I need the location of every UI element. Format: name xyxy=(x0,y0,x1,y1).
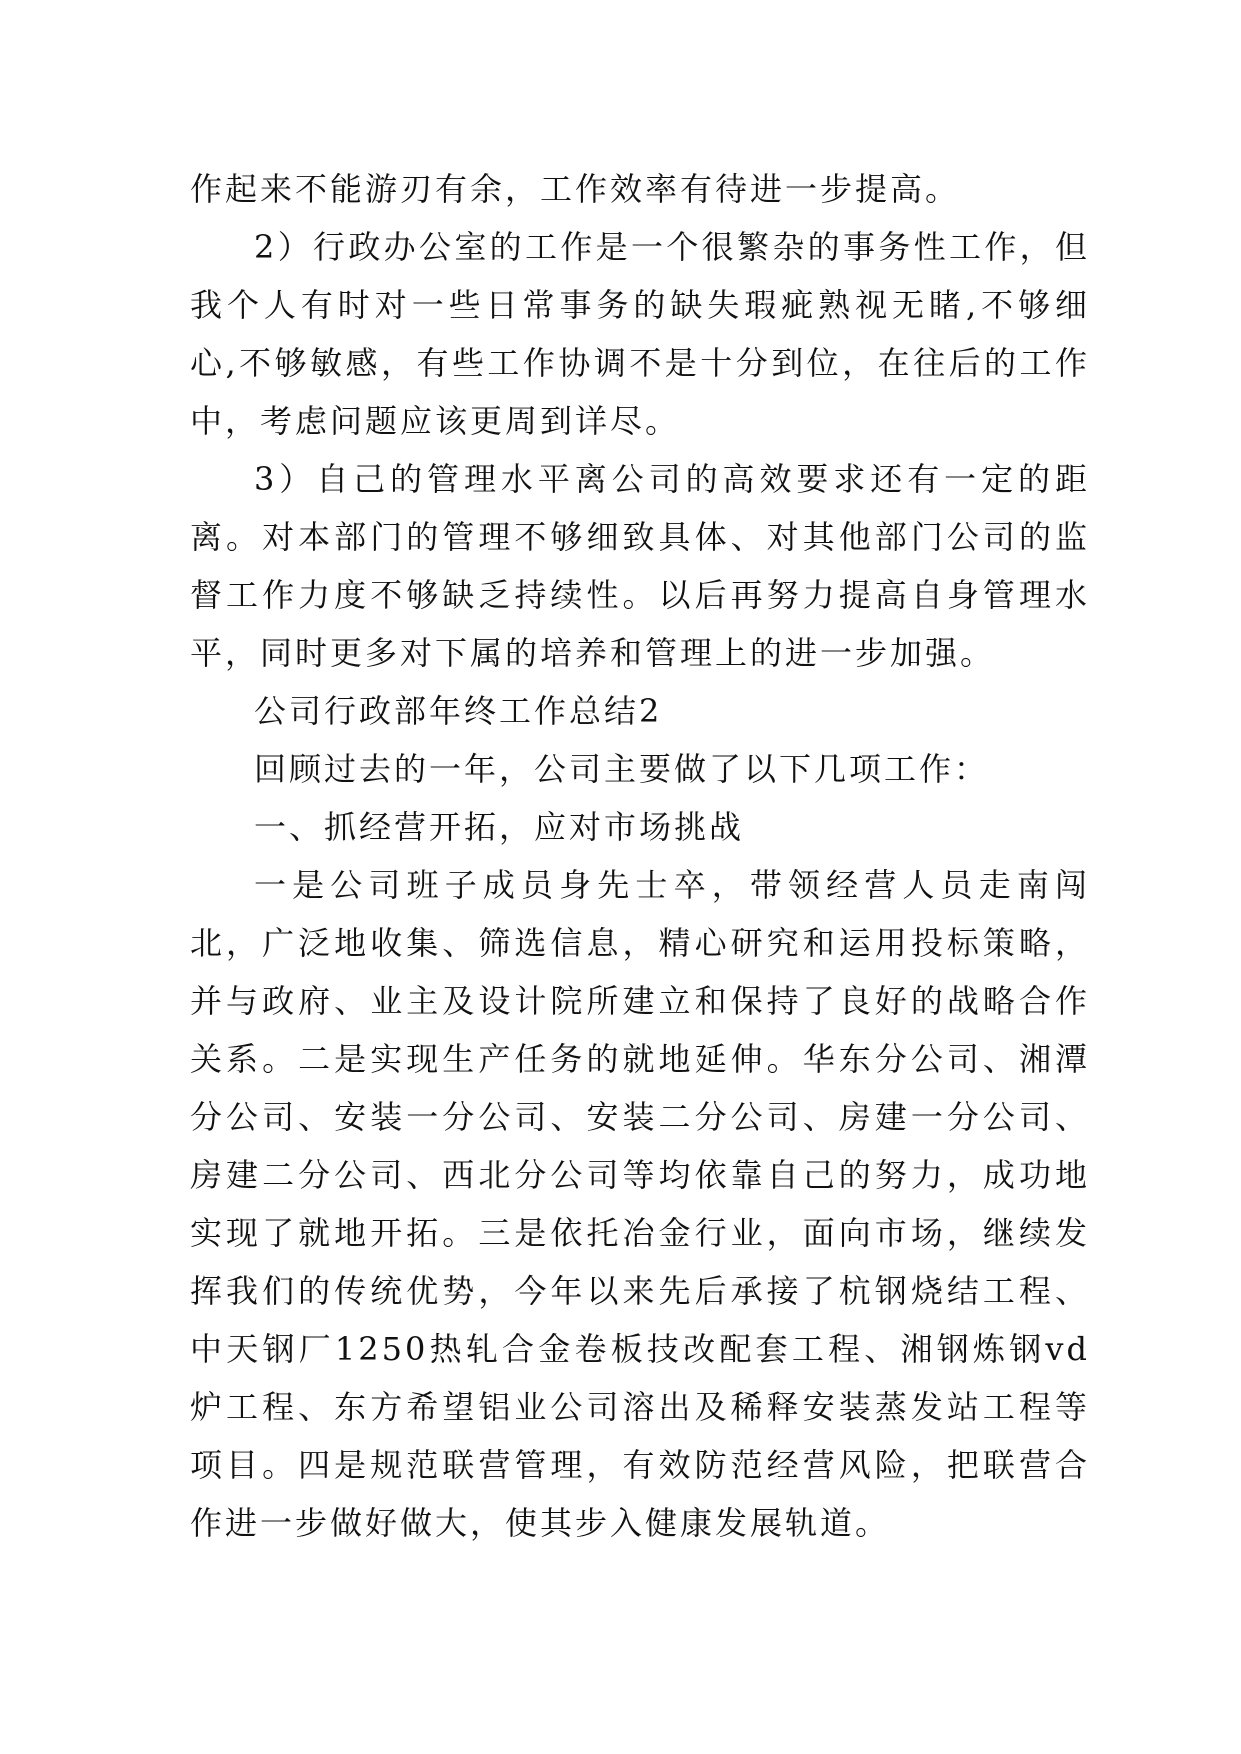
paragraph-continuation: 作起来不能游刃有余，工作效率有待进一步提高。 xyxy=(190,170,961,208)
section-heading-1: 一、抓经营开拓，应对市场挑战 xyxy=(254,808,745,846)
paragraph-body: 一是公司班子成员身先士卒，带领经营人员走南闯北，广泛地收集、筛选信息，精心研究和运用投标策略，并与政府、业主及设计院所建立和保持了良好的战略合作关系。二是实现生产任务的就地延伸。华东分公司、湘潭分公司、安装一分公司、安装二分公司、房建一分公司、房建二分公司、西北分公司等均依靠自己的努力，成功地实现了就地开拓。三是依托冶金行业，面向市场，继续发挥我们的传统优势，今年以来先后承接了杭钢烧结工程、中天钢厂1250热轧合金卷板技改配套工程、湘钢炼钢vd炉工程、东方希望铝业公司溶出及稀释安装蒸发站工程等项目。四是规范联营管理，有效防范经营风险，把联营合作进一步做好做大，使其步入健康发展轨道。 xyxy=(190,866,1090,1542)
paragraph-item-3: 3）自己的管理水平离公司的高效要求还有一定的距离。对本部门的管理不够细致具体、对其他部门公司的监督工作力度不够缺乏持续性。以后再努力提高自身管理水平，同时更多对下属的培养和管理上的进一步加强。 xyxy=(190,460,1090,672)
section-title: 公司行政部年终工作总结2 xyxy=(254,692,663,730)
paragraph-intro: 回顾过去的一年，公司主要做了以下几项工作： xyxy=(254,750,990,788)
document-body xyxy=(190,160,1090,1552)
paragraph-item-2: 2）行政办公室的工作是一个很繁杂的事务性工作，但我个人有时对一些日常事务的缺失瑕疵熟视无睹,不够细心,不够敏感，有些工作协调不是十分到位，在往后的工作中，考虑问题应该更周到详尽。 xyxy=(190,228,1090,440)
